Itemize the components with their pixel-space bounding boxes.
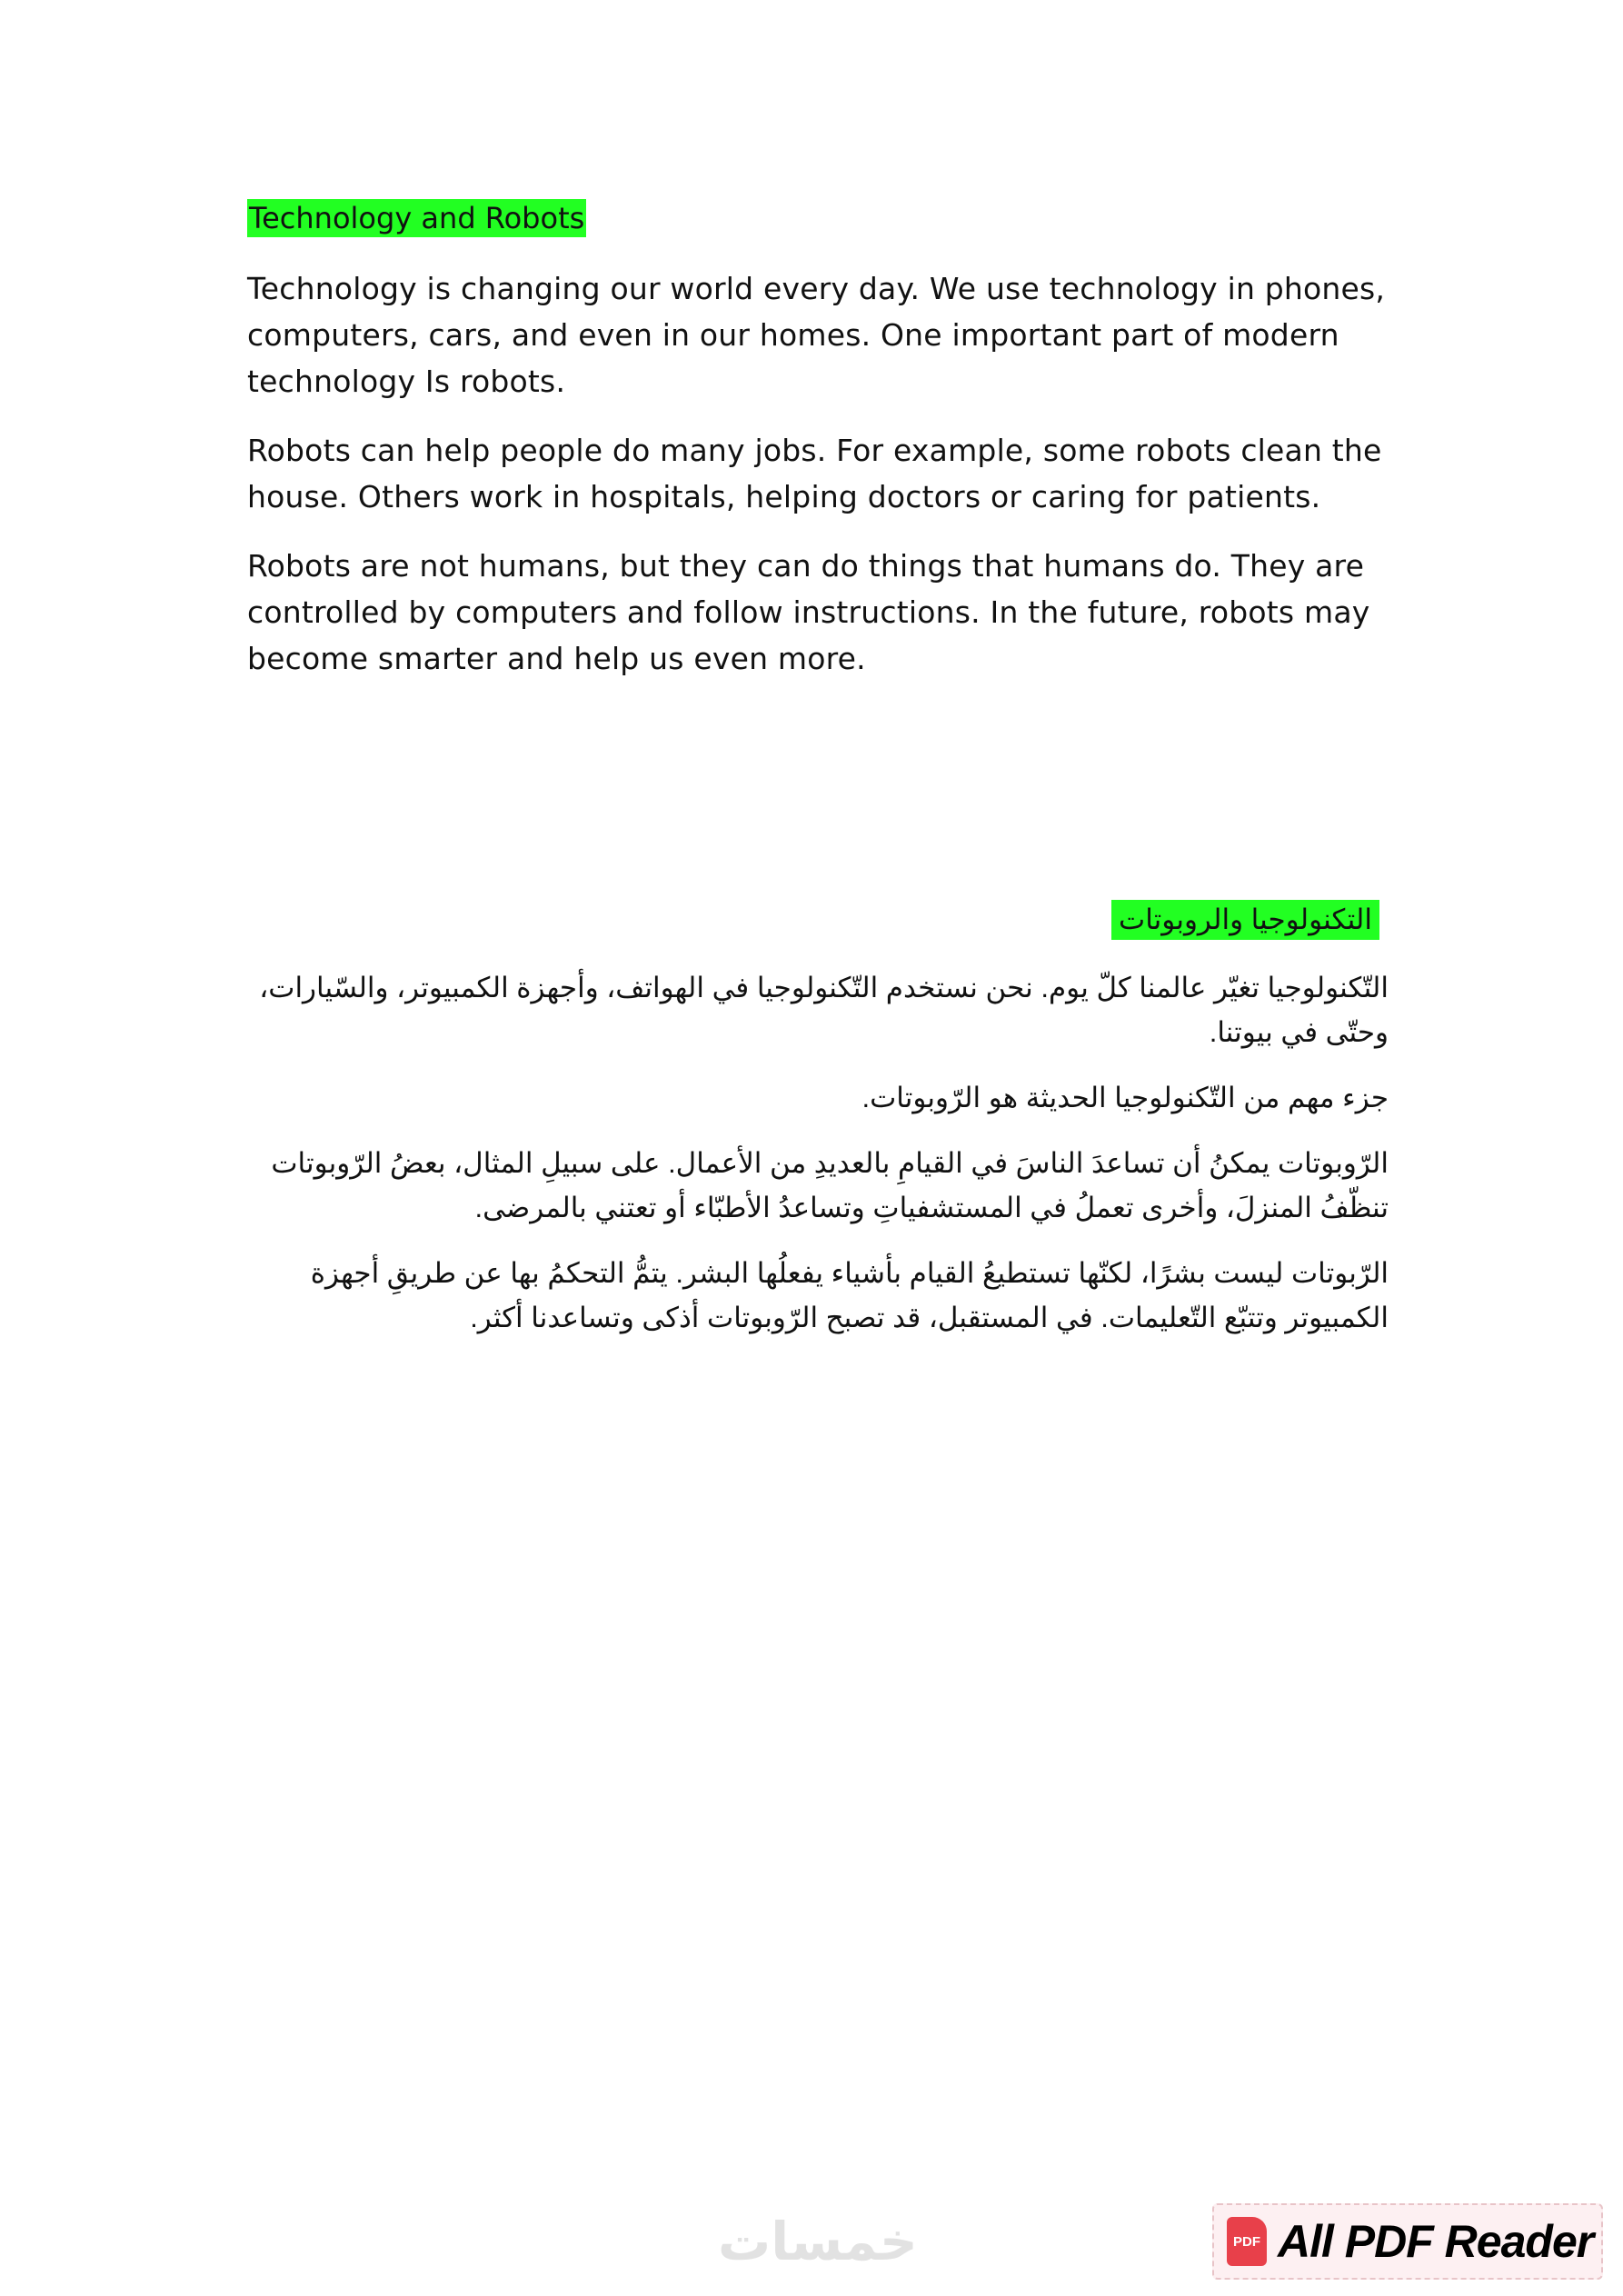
badge-label: All PDF Reader bbox=[1278, 2216, 1594, 2267]
english-paragraph: Technology is changing our world every day. We use technology in phones, computers, cars, and even in our homes. One important part of modern technology Is robots. bbox=[247, 271, 1386, 399]
pdf-icon: PDF bbox=[1227, 2217, 1267, 2266]
arabic-paragraph: التّكنولوجيا تغيّر عالمنا كلّ يوم. نحن نستخدم التّكنولوجيا في الهواتف، وأجهزة الكمبيوتر، والسّيارات، وحتّى في بيوتنا. bbox=[259, 972, 1389, 1048]
watermark-logo: خمسات bbox=[718, 2211, 918, 2272]
arabic-paragraph: الرّوبوتات يمكنُ أن تساعدَ الناسَ في القيامِ بالعديدِ من الأعمال. على سبيلِ المثال، بعضُ الرّوبوتات تنظّفُ المنزلَ، وأخرى تعملُ في المستشفياتِ وتساعدُ الأطبّاء أو تعتني بالمرضى. bbox=[271, 1147, 1389, 1223]
arabic-paragraph: الرّبوتات ليست بشرًا، لكنّها تستطيعُ القيام بأشياء يفعلُها البشر. يتمُّ التحكمُ بها عن طريقِ أجهزة الكمبيوتر وتتبّع التّعليمات. في المستقبل، قد تصبح الرّوبوتات أذكى وتساعدنا أكثر. bbox=[310, 1257, 1389, 1333]
english-paragraph: Robots can help people do many jobs. For example, some robots clean the house. Others work in hospitals, helping doctors or caring for patients. bbox=[247, 433, 1382, 514]
arabic-paragraph: جزء مهم من التّكنولوجيا الحديثة هو الرّوبوتات. bbox=[861, 1082, 1389, 1113]
all-pdf-reader-badge[interactable] bbox=[1212, 2203, 1603, 2280]
english-body bbox=[247, 265, 1410, 704]
english-paragraph: Robots are not humans, but they can do things that humans do. They are controlled by computers and follow instructions. In the future, robots may become smarter and help us even more. bbox=[247, 548, 1370, 676]
arabic-title: التكنولوجيا والروبوتات bbox=[1111, 900, 1379, 940]
english-title: Technology and Robots bbox=[249, 201, 585, 235]
arabic-body bbox=[244, 965, 1389, 1361]
